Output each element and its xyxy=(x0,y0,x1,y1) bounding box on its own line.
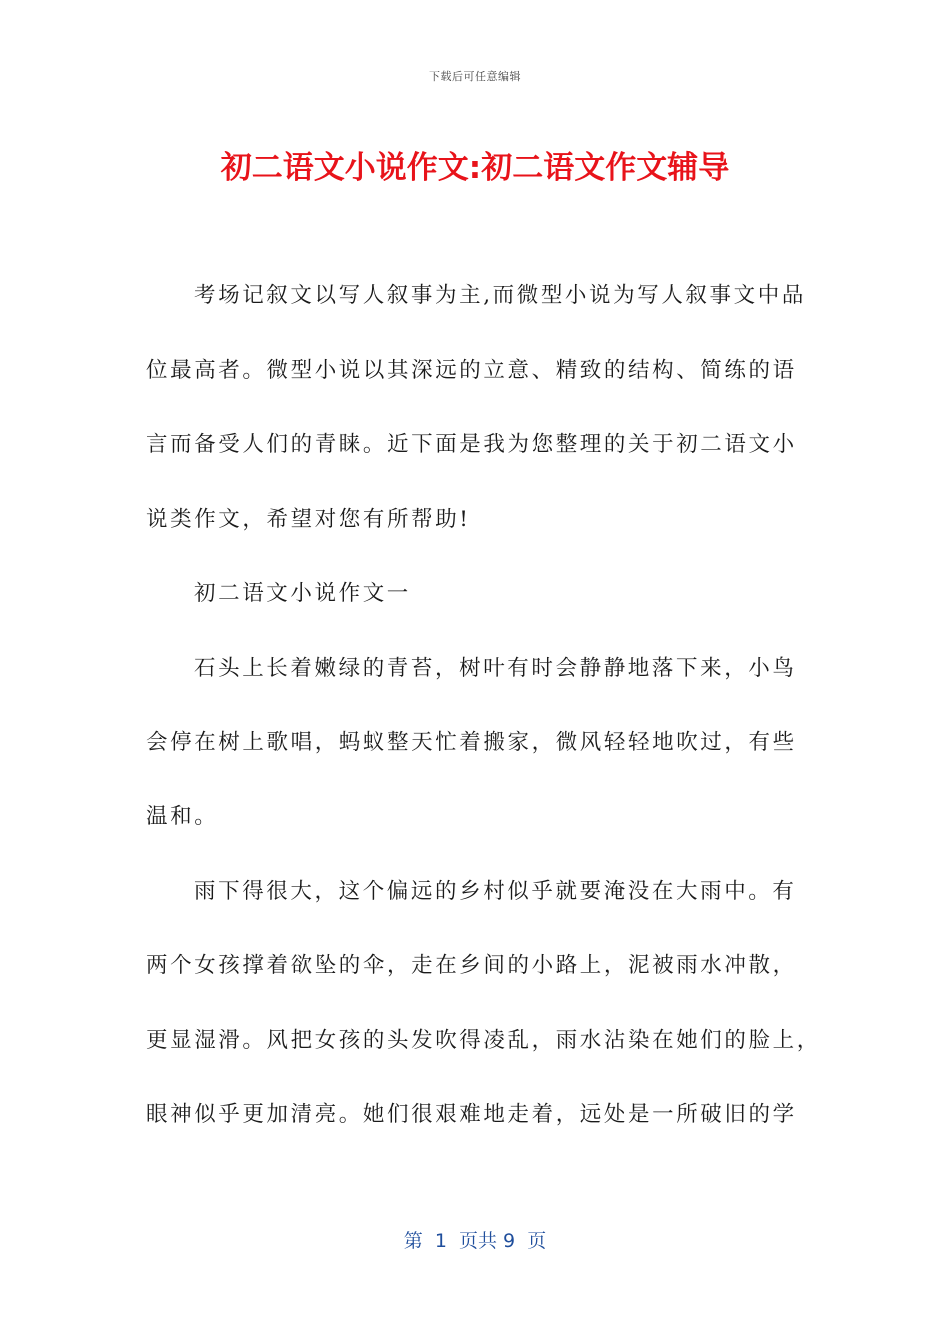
body-line: 眼神似乎更加清亮。她们很艰难地走着，远处是一所破旧的学 xyxy=(146,1102,797,1127)
body-line: 位最高者。微型小说以其深远的立意、精致的结构、简练的语 xyxy=(146,358,797,383)
section-heading: 初二语文小说作文一 xyxy=(194,581,411,606)
body-line: 两个女孩撑着欲坠的伞，走在乡间的小路上，泥被雨水冲散， xyxy=(146,953,797,978)
body-line: 雨下得很大，这个偏远的乡村似乎就要淹没在大雨中。有 xyxy=(194,879,797,904)
body-line: 考场记叙文以写人叙事为主,而微型小说为写人叙事文中品 xyxy=(194,283,806,308)
body-line: 言而备受人们的青睐。近下面是我为您整理的关于初二语文小 xyxy=(146,432,797,457)
body-line: 更显湿滑。风把女孩的头发吹得凌乱，雨水沾染在她们的脸上， xyxy=(146,1028,821,1053)
body-line: 说类作文，希望对您有所帮助! xyxy=(146,507,471,532)
page-number-footer: 第 1 页共 9 页 xyxy=(403,1230,547,1252)
document-title: 初二语文小说作文:初二语文作文辅导 xyxy=(220,150,730,186)
body-line: 会停在树上歌唱，蚂蚁整天忙着搬家，微风轻轻地吹过，有些 xyxy=(146,730,797,755)
body-line: 温和。 xyxy=(146,804,219,829)
body-line: 石头上长着嫩绿的青苔，树叶有时会静静地落下来，小鸟 xyxy=(194,656,797,681)
header-note: 下载后可任意编辑 xyxy=(429,70,521,83)
